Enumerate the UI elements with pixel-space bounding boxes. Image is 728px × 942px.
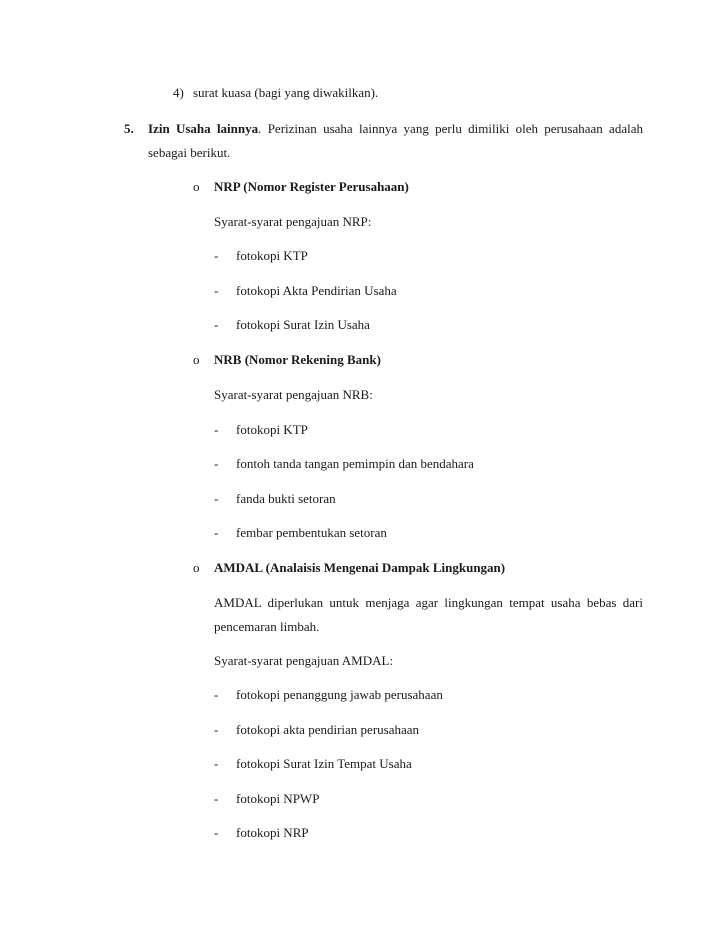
amdal-item: fotokopi akta pendirian perusahaan [236, 722, 420, 737]
dash-marker: - [214, 525, 219, 540]
list-item-text: surat kuasa (bagi yang diwakilkan). [193, 85, 379, 100]
dash-marker: - [214, 687, 219, 702]
section-text-line2: sebagai berikut. [148, 145, 231, 160]
dash-marker: - [214, 756, 219, 771]
dash-marker: - [214, 491, 219, 506]
nrp-heading: NRP (Nomor Register Perusahaan) [214, 179, 409, 194]
bullet-marker: o [193, 560, 200, 575]
nrp-item: fotokopi KTP [236, 248, 308, 263]
nrp-item: fotokopi Surat Izin Usaha [236, 317, 370, 332]
amdal-intro: Syarat-syarat pengajuan AMDAL: [214, 653, 394, 668]
bullet-marker: o [193, 179, 200, 194]
nrb-item: fembar pembentukan setoran [236, 525, 387, 540]
bullet-marker: o [193, 352, 200, 367]
dash-marker: - [214, 825, 219, 840]
amdal-description: AMDAL diperlukan untuk menjaga agar lingkungan tempat usaha bebas dari [214, 595, 643, 610]
nrb-item: fontoh tanda tangan pemimpin dan bendahara [236, 456, 474, 471]
dash-marker: - [214, 456, 219, 471]
amdal-item: fotokopi Surat Izin Tempat Usaha [236, 756, 412, 771]
section-number: 5. [124, 121, 134, 136]
nrb-item: fanda bukti setoran [236, 491, 336, 506]
nrb-heading: NRB (Nomor Rekening Bank) [214, 352, 381, 367]
nrp-item: fotokopi Akta Pendirian Usaha [236, 283, 397, 298]
amdal-heading: AMDAL (Analaisis Mengenai Dampak Lingkungan) [214, 560, 506, 575]
amdal-description-line2: pencemaran limbah. [214, 619, 320, 634]
dash-marker: - [214, 722, 219, 737]
amdal-item: fotokopi NRP [236, 825, 309, 840]
nrb-item: fotokopi KTP [236, 422, 308, 437]
section-title: Izin Usaha lainnya [148, 121, 259, 136]
dash-marker: - [214, 283, 219, 298]
amdal-item: fotokopi NPWP [236, 791, 320, 806]
nrp-intro: Syarat-syarat pengajuan NRP: [214, 214, 372, 229]
nrb-intro: Syarat-syarat pengajuan NRB: [214, 387, 373, 402]
dash-marker: - [214, 422, 219, 437]
section-text-line1: . Perizinan usaha lainnya yang perlu dimiliki oleh perusahaan adalah [258, 121, 643, 136]
dash-marker: - [214, 248, 219, 263]
dash-marker: - [214, 791, 219, 806]
list-number: 4) [173, 85, 184, 100]
amdal-item: fotokopi penanggung jawab perusahaan [236, 687, 443, 702]
dash-marker: - [214, 317, 219, 332]
